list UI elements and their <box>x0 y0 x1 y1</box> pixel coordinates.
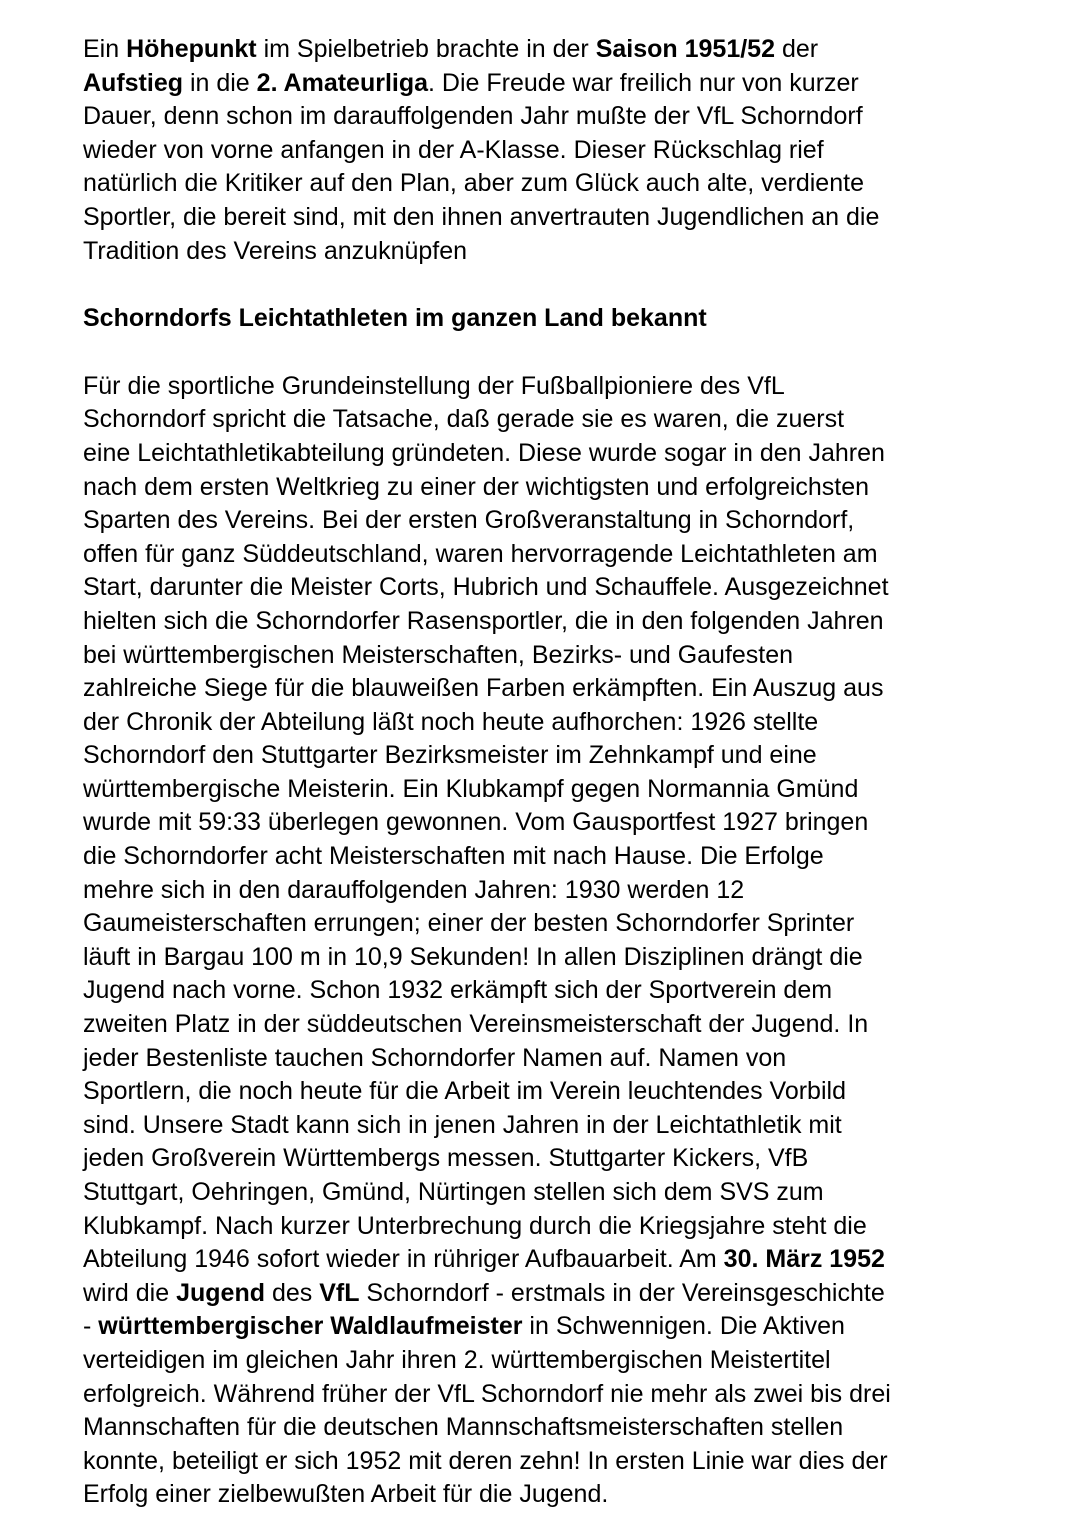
body-line <box>83 941 1043 975</box>
bold-text: Aufstieg <box>83 68 183 97</box>
intro-paragraph <box>83 33 1043 268</box>
text-run: württembergische Meisterin. Ein Klubkampf gegen Normannia Gmünd <box>83 774 859 803</box>
text-run: Sportler, die bereit sind, mit den ihnen anvertrauten Jugendlichen an die <box>83 202 880 231</box>
body-line <box>83 403 1043 437</box>
intro-line <box>83 167 1043 201</box>
body-line <box>83 773 1043 807</box>
bold-text: 30. März 1952 <box>723 1245 885 1274</box>
text-run: jeden Großverein Württembergs messen. Stuttgarter Kickers, VfB <box>83 1144 809 1173</box>
text-run: wieder von vorne anfangen in der A-Klasse. Dieser Rückschlag rief <box>83 135 824 164</box>
body-line <box>83 571 1043 605</box>
text-run: eine Leichtathletikabteilung gründeten. Diese wurde sogar in den Jahren <box>83 438 885 467</box>
body-line <box>83 605 1043 639</box>
body-line <box>83 1411 1043 1445</box>
text-run: erfolgreich. Während früher der VfL Schorndorf nie mehr als zwei bis drei <box>83 1379 891 1408</box>
paragraph-gap <box>83 268 1043 302</box>
text-run: Schorndorf spricht die Tatsache, daß gerade sie es waren, die zuerst <box>83 405 845 434</box>
text-run: Stuttgart, Oehringen, Gmünd, Nürtingen stellen sich dem SVS zum <box>83 1178 824 1206</box>
text-run: des <box>265 1278 320 1307</box>
body-line <box>83 806 1043 840</box>
text-run: der <box>775 35 819 63</box>
text-run: Erfolg einer zielbewußten Arbeit für die Jugend. <box>83 1480 609 1509</box>
text-run: Schorndorf - erstmals in der Vereinsgeschichte <box>359 1278 885 1307</box>
intro-line <box>83 100 1043 134</box>
text-run: in Schwennigen. Die Aktiven <box>522 1312 845 1341</box>
text-run: Ein <box>83 35 127 63</box>
text-run: Mannschaften für die deutschen Mannschaftsmeisterschaften stellen <box>83 1413 844 1442</box>
intro-line <box>83 235 1043 269</box>
body-line <box>83 639 1043 673</box>
text-run: jeder Bestenliste tauchen Schorndorfer Namen auf. Namen von <box>83 1043 787 1072</box>
body-line <box>83 874 1043 908</box>
text-run: läuft in Bargau 100 m in 10,9 Sekunden! In allen Disziplinen drängt die <box>83 942 863 971</box>
body-line <box>83 437 1043 471</box>
text-run: konnte, beteiligt er sich 1952 mit deren zehn! In ersten Linie war dies der <box>83 1446 888 1475</box>
text-run: der Chronik der Abteilung läßt noch heute aufhorchen: 1926 stellte <box>83 707 819 736</box>
body-line <box>83 1378 1043 1412</box>
body-line <box>83 706 1043 740</box>
body-line <box>83 504 1043 538</box>
body-line <box>83 1445 1043 1479</box>
intro-line <box>83 134 1043 168</box>
body-line <box>83 1310 1043 1344</box>
body-line <box>83 1210 1043 1244</box>
bold-text: 2. Amateurliga <box>256 68 429 97</box>
intro-line <box>83 67 1043 101</box>
text-run: hielten sich die Schorndorfer Rasensportler, die in den folgenden Jahren <box>83 606 884 635</box>
body-line <box>83 1478 1043 1512</box>
intro-line <box>83 33 1043 67</box>
text-run: . Die Freude war freilich nur von kurzer <box>428 68 859 97</box>
text-run: in die <box>183 68 257 97</box>
text-run: Jugend nach vorne. Schon 1932 erkämpft sich der Sportverein dem <box>83 976 833 1005</box>
body-line <box>83 1176 1043 1210</box>
body-line <box>83 1042 1043 1076</box>
bold-text: württembergischer Waldlaufmeister <box>98 1312 523 1341</box>
text-run: natürlich die Kritiker auf den Plan, aber zum Glück auch alte, verdiente <box>83 169 864 198</box>
text-run: Für die sportliche Grundeinstellung der Fußballpioniere des VfL <box>83 371 785 400</box>
text-run: Sparten des Vereins. Bei der ersten Großveranstaltung in Schorndorf, <box>83 506 855 535</box>
text-run: mehre sich in den darauffolgenden Jahren: 1930 werden 12 <box>83 875 745 904</box>
text-run: wird die <box>83 1278 177 1307</box>
body-line <box>83 1142 1043 1176</box>
text-run: zahlreiche Siege für die blauweißen Farben erkämpften. Ein Auszug aus <box>83 674 884 703</box>
body-line <box>83 840 1043 874</box>
document-page <box>83 33 1043 1512</box>
body-paragraph <box>83 370 1043 1512</box>
text-run: zweiten Platz in der süddeutschen Vereinsmeisterschaft der Jugend. In <box>83 1010 869 1039</box>
body-line <box>83 1277 1043 1311</box>
text-run: im Spielbetrieb brachte in der <box>256 35 596 63</box>
body-line <box>83 1008 1043 1042</box>
body-line <box>83 538 1043 572</box>
intro-line <box>83 201 1043 235</box>
text-run: wurde mit 59:33 überlegen gewonnen. Vom Gausportfest 1927 bringen <box>83 808 869 837</box>
body-line <box>83 1243 1043 1277</box>
text-run: Schorndorf den Stuttgarter Bezirksmeister im Zehnkampf und eine <box>83 741 817 770</box>
text-run: nach dem ersten Weltkrieg zu einer der wichtigsten und erfolgreichsten <box>83 472 870 501</box>
body-line <box>83 739 1043 773</box>
body-line <box>83 1344 1043 1378</box>
bold-text: VfL <box>319 1278 360 1307</box>
text-run: Gaumeisterschaften errungen; einer der besten Schorndorfer Sprinter <box>83 909 855 938</box>
body-line <box>83 370 1043 404</box>
text-run: die Schorndorfer acht Meisterschaften mit nach Hause. Die Erfolge <box>83 842 824 871</box>
bold-text: Höhepunkt <box>126 35 257 63</box>
body-line <box>83 672 1043 706</box>
text-run: bei württembergischen Meisterschaften, Bezirks- und Gaufesten <box>83 640 794 669</box>
text-run: Sportlern, die noch heute für die Arbeit im Verein leuchtendes Vorbild <box>83 1077 846 1106</box>
body-line <box>83 1109 1043 1143</box>
body-line <box>83 1075 1043 1109</box>
body-line <box>83 471 1043 505</box>
text-run: - <box>83 1312 99 1341</box>
text-run: sind. Unsere Stadt kann sich in jenen Jahren in der Leichtathletik mit <box>83 1110 842 1139</box>
section-heading: Schorndorfs Leichtathleten im ganzen Land bekannt <box>83 304 707 333</box>
text-run: offen für ganz Süddeutschland, waren hervorragende Leichtathleten am <box>83 539 878 568</box>
text-run: Dauer, denn schon im darauffolgenden Jahr mußte der VfL Schorndorf <box>83 102 863 131</box>
text-run: Klubkampf. Nach kurzer Unterbrechung durch die Kriegsjahre steht die <box>83 1211 867 1240</box>
bold-text: Saison 1951/52 <box>595 35 775 63</box>
text-run: verteidigen im gleichen Jahr ihren 2. württembergischen Meistertitel <box>83 1345 831 1374</box>
text-run: Tradition des Vereins anzuknüpfen <box>83 236 468 265</box>
text-run: Start, darunter die Meister Corts, Hubrich und Schauffele. Ausgezeichnet <box>83 573 889 602</box>
body-line <box>83 907 1043 941</box>
bold-text: Jugend <box>176 1278 265 1307</box>
paragraph-gap <box>83 336 1043 370</box>
text-run: Abteilung 1946 sofort wieder in rühriger Aufbauarbeit. Am <box>83 1245 724 1274</box>
body-line <box>83 974 1043 1008</box>
